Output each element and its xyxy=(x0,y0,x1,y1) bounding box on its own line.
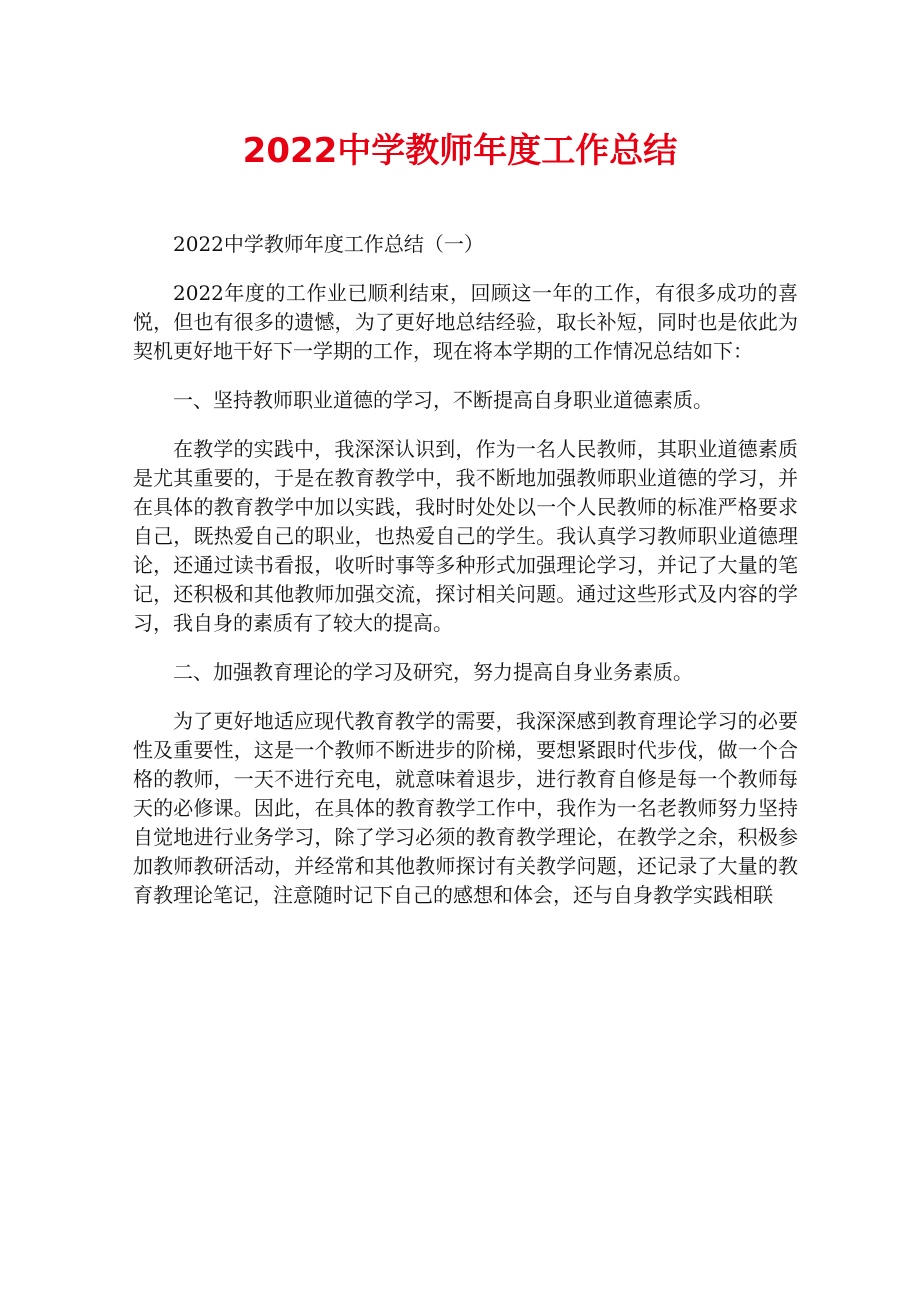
paragraph-ethics: 在教学的实践中，我深深认识到，作为一名人民教师，其职业道德素质是尤其重要的，于是在教育教学中，我不断地加强教师职业道德的学习，并在具体的教育教学中加以实践，我时时处处以一个人民教师的标准严格要求自己，既热爱自己的职业，也热爱自己的学生。我认真学习教师职业道德理论，还通过读书看报，收听时事等多种形式加强理论学习，并记了大量的笔记，还积极和其他教师加强交流，探讨相关问题。通过这些形式及内容的学习，我自身的素质有了较大的提高。 xyxy=(133,437,798,635)
document-title: 2022中学教师年度工作总结 xyxy=(242,131,678,171)
heading-two: 二、加强教育理论的学习及研究，努力提高自身业务素质。 xyxy=(173,660,693,684)
paragraph-theory: 为了更好地适应现代教育教学的需要，我深深感到教育理论学习的必要性及重要性，这是一个教师不断进步的阶梯，要想紧跟时代步伐，做一个合格的教师，一天不进行充电，就意味着退步，进行教育自修是每一个教师每天的必修课。因此，在具体的教育教学工作中，我作为一名老教师努力坚持自觉地进行业务学习，除了学习必须的教育教学理论，在教学之余，积极参加教师教研活动，并经常和其他教师探讨有关教学问题，还记录了大量的教育教理论笔记，注意随时记下自己的感想和体会，还与自身教学实践相联 xyxy=(133,709,798,907)
paragraph-intro: 2022年度的工作业已顺利结束，回顾这一年的工作，有很多成功的喜悦，但也有很多的遗憾，为了更好地总结经验，取长补短，同时也是依此为契机更好地干好下一学期的工作，现在将本学期的工作情况总结如下： xyxy=(133,281,798,363)
document-body xyxy=(133,230,798,910)
heading-one: 一、坚持教师职业道德的学习，不断提高自身职业道德素质。 xyxy=(173,388,713,412)
section-heading: 2022中学教师年度工作总结（一） xyxy=(173,232,484,256)
